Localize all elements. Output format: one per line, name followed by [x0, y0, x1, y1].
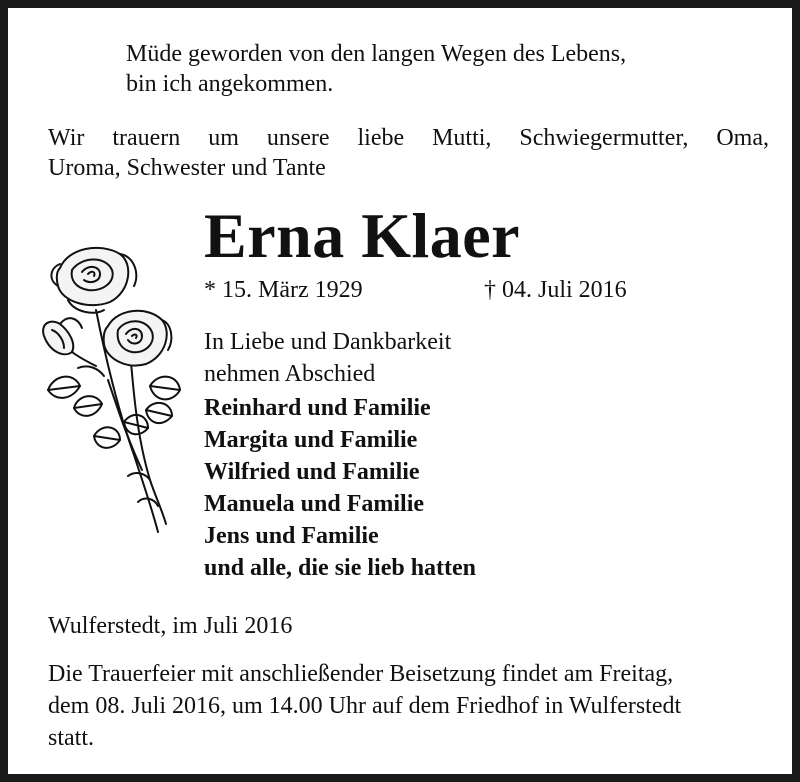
- ceremony-line-1: Die Trauerfeier mit anschließender Beisetzung findet am Freitag,: [48, 661, 674, 687]
- intro-line-2: Uroma, Schwester und Tante: [48, 155, 326, 181]
- mourner-4: Manuela und Familie: [204, 491, 425, 517]
- place-date: Wulferstedt, im Juli 2016: [48, 613, 293, 639]
- ceremony-line-3: statt.: [48, 725, 94, 751]
- ceremony-line-2: dem 08. Juli 2016, um 14.00 Uhr auf dem Friedhof in Wulferstedt: [48, 693, 682, 719]
- mourner-2: Margita und Familie: [204, 427, 418, 453]
- mourner-3: Wilfried und Familie: [204, 459, 420, 485]
- deceased-name: Erna Klaer: [204, 200, 521, 271]
- birth-date: * 15. März 1929: [204, 277, 363, 303]
- mourner-6: und alle, die sie lieb hatten: [204, 555, 477, 581]
- rose-illustration-icon: [38, 240, 188, 540]
- farewell-line-2: nehmen Abschied: [204, 361, 376, 387]
- farewell-line-1: In Liebe und Dankbarkeit: [204, 329, 452, 355]
- poem-line-1: Müde geworden von den langen Wegen des Lebens,: [126, 41, 627, 67]
- mourner-5: Jens und Familie: [204, 523, 379, 549]
- poem-line-2: bin ich angekommen.: [126, 71, 334, 97]
- death-date: † 04. Juli 2016: [484, 277, 627, 303]
- mourner-1: Reinhard und Familie: [204, 395, 431, 421]
- intro-line-1: Wir trauern um unsere liebe Mutti, Schwiegermutter, Oma,: [48, 125, 769, 151]
